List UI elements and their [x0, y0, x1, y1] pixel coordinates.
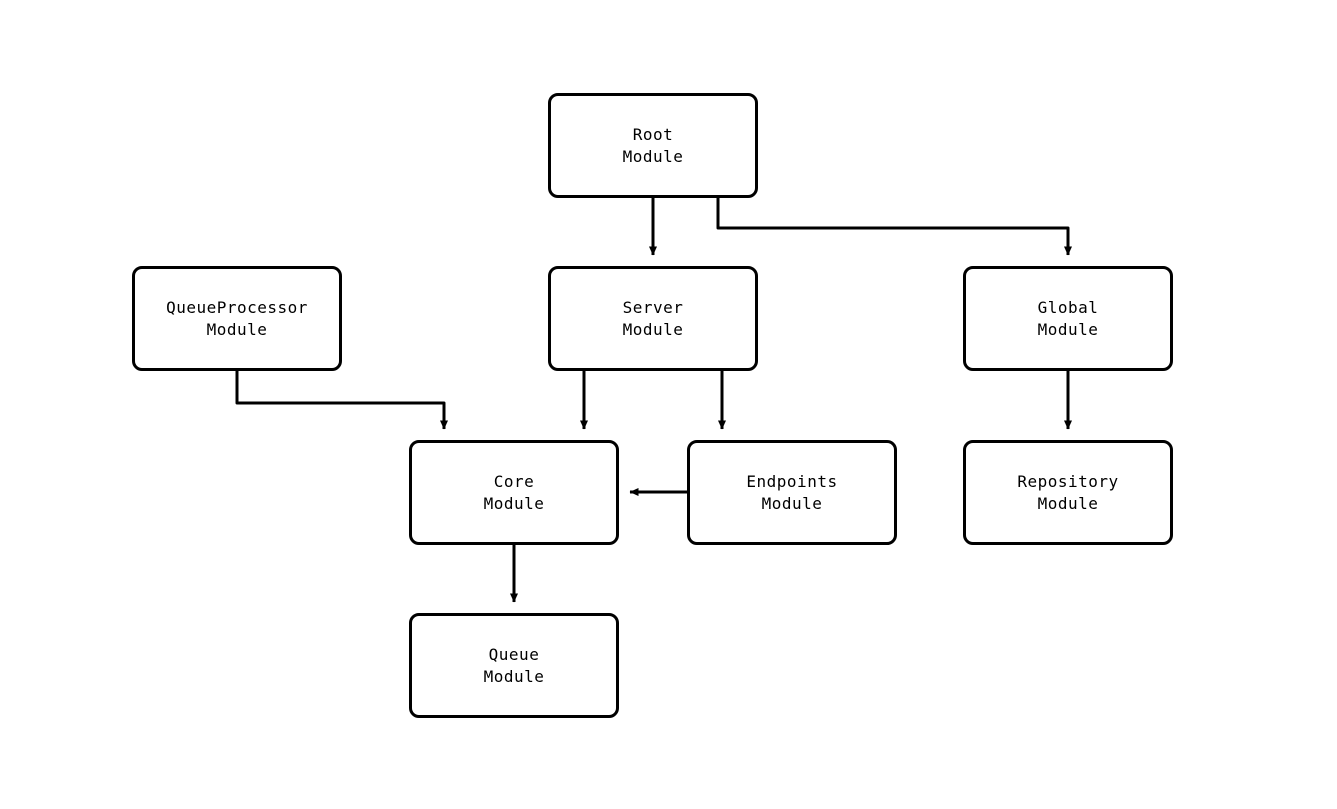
node-label-line2: Module [1037, 493, 1099, 513]
node-queueprocessor-module[interactable] [132, 266, 342, 371]
node-repository-module[interactable] [963, 440, 1173, 545]
edge-root-to-global [718, 198, 1068, 255]
node-root-module[interactable] [548, 93, 758, 198]
node-label-line1: Queue [488, 644, 540, 664]
node-label-line2: Module [206, 319, 268, 339]
node-core-module[interactable] [409, 440, 619, 545]
node-label-line1: Root [632, 124, 674, 144]
node-label-line1: Core [493, 471, 535, 491]
node-global-module[interactable] [963, 266, 1173, 371]
node-server-module[interactable] [548, 266, 758, 371]
node-label-line1: Global [1037, 297, 1099, 317]
node-label-line2: Module [761, 493, 823, 513]
edge-queueprocessor-to-core [237, 371, 444, 429]
node-label-line2: Module [622, 319, 684, 339]
node-label-line2: Module [622, 146, 684, 166]
node-label-line2: Module [483, 493, 545, 513]
node-label-line1: QueueProcessor [166, 297, 308, 317]
node-endpoints-module[interactable] [687, 440, 897, 545]
node-label-line2: Module [483, 666, 545, 686]
node-label-line1: Endpoints [746, 471, 838, 491]
node-label-line1: Server [622, 297, 684, 317]
node-label-line2: Module [1037, 319, 1099, 339]
node-queue-module[interactable] [409, 613, 619, 718]
node-label-line1: Repository [1017, 471, 1119, 491]
